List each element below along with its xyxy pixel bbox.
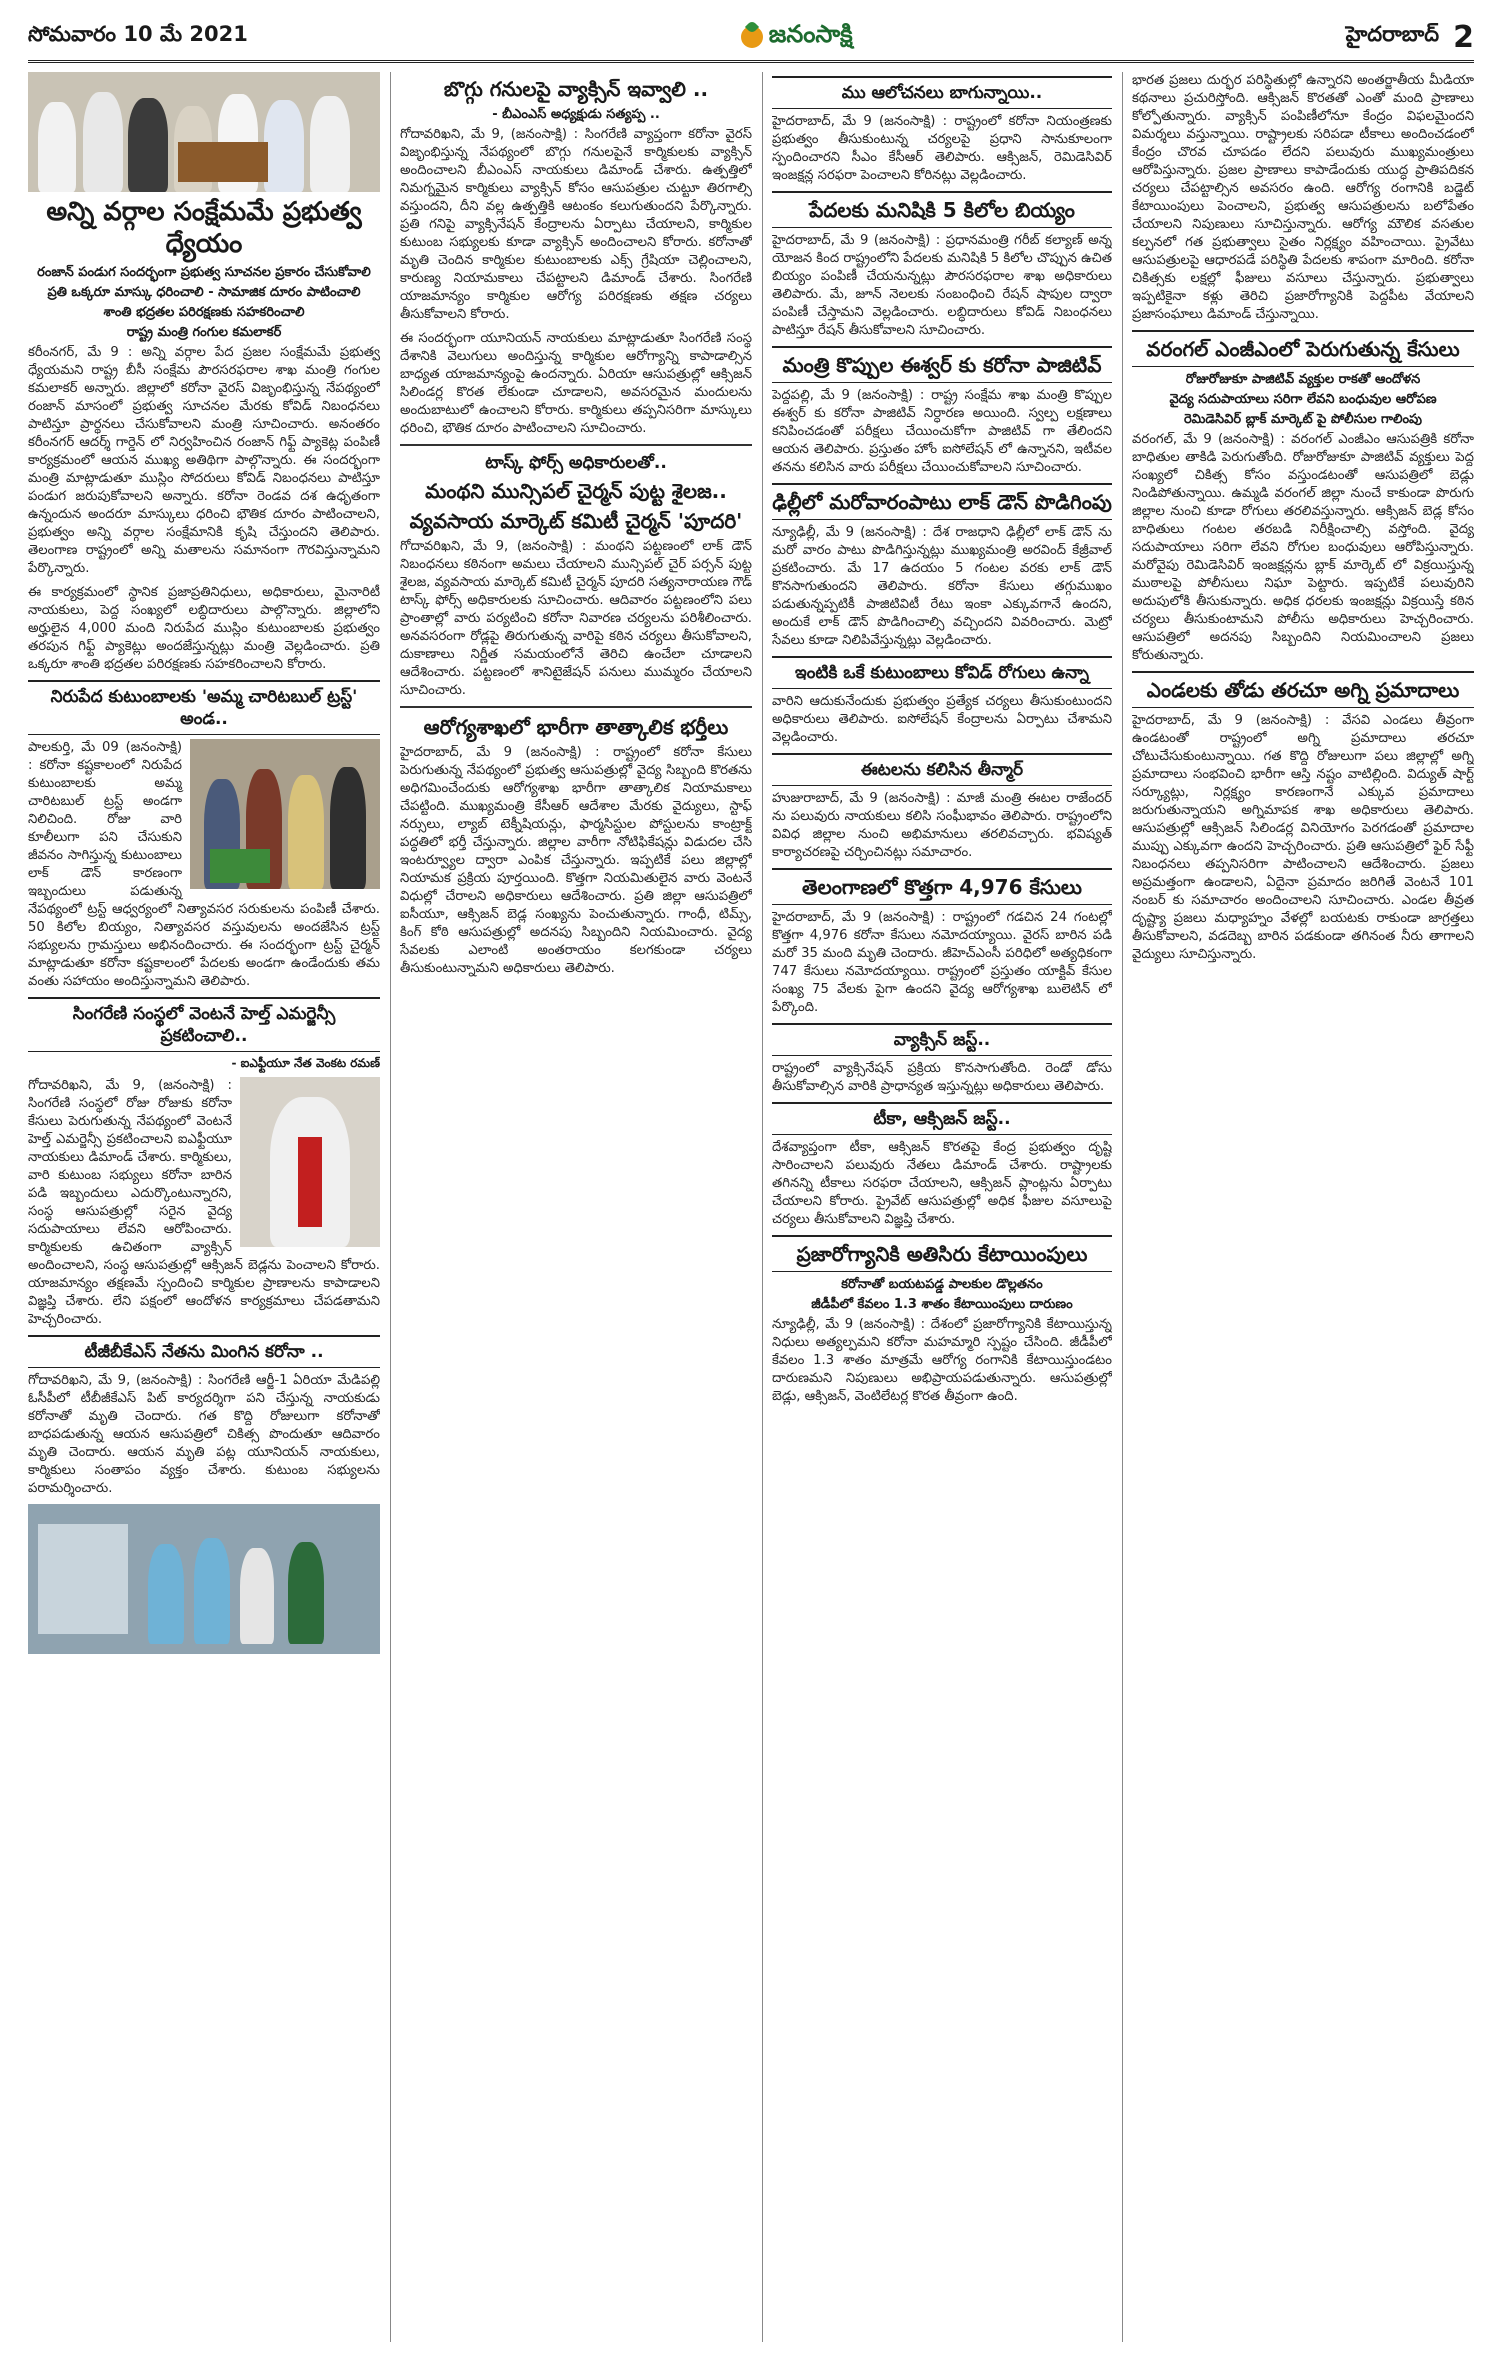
headline-oxygen: టీకా, ఆక్సిజన్ జస్ట్.. xyxy=(772,1102,1112,1135)
headline-covid-families: ఇంటికి ఒకే కుటుంబాలు కోవిడ్ రోగులు ఉన్నా xyxy=(772,656,1112,689)
column-2 xyxy=(400,72,752,2342)
headline-delhi-lockdown: ఢిల్లీలో మరోవారంపాటు లాక్ డౌన్ పొడిగింపు xyxy=(772,483,1112,520)
article-body: భారత ప్రజలు దుర్భర పరిస్థితుల్లో ఉన్నారని అంతర్జాతీయ మీడియా కథనాలు ప్రచురిస్తోంది. ఆక్సిజన్ కొరతతో ఎంతో మంది ప్రాణాలు కోల్పోతున్నారు. వ్యాక్సిన్ పంపిణీలోనూ కేంద్రం విఫలమైందని విమర్శలు వస్తున్నాయి. రాష్ట్రాలకు సరిపడా టీకాలు అందించడంలో కేంద్రం చొరవ చూపడం లేదని పలువురు ముఖ్యమంత్రులు ఆరోపిస్తున్నారు. ప్రజల ప్రాణాలు కాపాడేందుకు యుద్ధ ప్రాతిపదికన చర్యలు చేపట్టాల్సిన అవసరం ఉంది. ఆరోగ్య రంగానికి బడ్జెట్ కేటాయింపులు పెంచాలని, ప్రభుత్వ ఆసుపత్రులను బలోపేతం చేయాలని నిపుణులు సూచిస్తున్నారు. ఆరోగ్య మౌలిక వసతుల కల్పనలో గత ప్రభుత్వాలు సైతం నిర్లక్ష్యం వహించాయి. ప్రైవేటు ఆసుపత్రులపై ఆధారపడే పరిస్థితి పేదలకు శాపంగా మారింది. కరోనా చికిత్సకు లక్షల్లో ఫీజులు వసూలు చేస్తున్నారు. ప్రభుత్వాలు ఇప్పటికైనా కళ్లు తెరిచి ప్రజారోగ్యానికి పెద్దపీట వేయాలని ప్రజాసంఘాలు డిమాండ్ చేస్తున్నాయి. xyxy=(1132,73,1474,322)
brand-logo xyxy=(741,20,853,54)
subhead-bms: - బీఎంఎస్ అధ్యక్షుడు సత్యప్ప .. xyxy=(492,107,660,122)
article-body: న్యూఢిల్లీ, మే 9 (జనంసాక్షి) : దేశంలో ప్రజారోగ్యానికి కేటాయిస్తున్న నిధులు అత్యల్పమని కరోనా మహమ్మారి స్పష్టం చేసింది. జీడీపీలో కేవలం 1.3 శాతం మాత్రమే ఆరోగ్య రంగానికి కేటాయిస్తుండటం దారుణమని నిపుణులు అభిప్రాయపడుతున్నారు. ఆసుపత్రుల్లో బెడ్లు, ఆక్సిజన్, వెంటిలేటర్ల కొరత తీవ్రంగా ఉంది. xyxy=(772,1317,1112,1404)
subhead-1: రంజాన్ పండుగ సందర్భంగా ప్రభుత్వ సూచనల ప్రకారం చేసుకోవాలి xyxy=(37,265,371,280)
article-body: హుజురాబాద్, మే 9 (జనంసాక్షి) : మాజీ మంత్రి ఈటల రాజేందర్ ను పలువురు నాయకులు కలిసి సంఘీభావం తెలిపారు. రాష్ట్రంలోని వివిధ జిల్లాల నుంచి అభిమానులు తరలివచ్చారు. భవిష్యత్ కార్యాచరణపై చర్చించినట్లు సమాచారం. xyxy=(772,791,1112,860)
article-body: ఈ సందర్భంగా యూనియన్ నాయకులు మాట్లాడుతూ సింగరేణి సంస్థ దేశానికి వెలుగులు అందిస్తున్న కార్మికుల ఆరోగ్యాన్ని కాపాడాల్సిన బాధ్యత యాజమాన్యంపై ఉందన్నారు. ఏరియా ఆసుపత్రుల్లో ఆక్సిజన్ సిలిండర్ల కొరత లేకుండా చూడాలని, అవసరమైన మందులను అందుబాటులో ఉంచాలని కోరారు. కార్మికులు తప్పనిసరిగా మాస్కులు ధరించి, భౌతిక దూరం పాటించాలని సూచించారు. xyxy=(400,331,752,436)
headline-free-rice: పేదలకు మనిషికి 5 కిలోల బియ్యం xyxy=(772,191,1112,228)
issue-date: సోమవారం 10 మే 2021 xyxy=(28,22,248,46)
photo-union-leader xyxy=(240,1077,380,1247)
headline-mgm-cases: వరంగల్ ఎంజీఎంలో పెరుగుతున్న కేసులు xyxy=(1132,330,1474,367)
article-body: వరంగల్, మే 9 (జనంసాక్షి) : వరంగల్ ఎంజీఎం ఆసుపత్రికి కరోనా బాధితుల తాకిడి పెరుగుతోంది. రోజురోజుకూ పాజిటివ్ వ్యక్తులు పెద్ద సంఖ్యలో చికిత్స కోసం వస్తుండటంతో ఆసుపత్రిలో బెడ్లు నిండిపోతున్నాయి. ఉమ్మడి వరంగల్ జిల్లా నుంచే కాకుండా పొరుగు జిల్లాల నుంచి కూడా రోగులు తరలివస్తున్నారు. ఆక్సిజన్ బెడ్ల కోసం బాధితులు గంటల తరబడి నిరీక్షించాల్సి వస్తోంది. వైద్య సదుపాయాలు సరిగా లేవని రోగుల బంధువులు ఆరోపిస్తున్నారు. మరోవైపు రెమిడెసివిర్ ఇంజక్షన్లను బ్లాక్ మార్కెట్ లో విక్రయిస్తున్న ముఠాలపై పోలీసులు నిఘా పెట్టారు. ఇప్పటికే పలువురిని అదుపులోకి తీసుకున్నారు. అధిక ధరలకు ఇంజక్షన్లు విక్రయిస్తే కఠిన చర్యలు తీసుకుంటామని పోలీసు అధికారులు హెచ్చరించారు. ఆసుపత్రిలో అదనపు సిబ్బందిని నియమించాలని ప్రజలు కోరుతున్నారు. xyxy=(1132,432,1474,663)
headline-tbgks: టీజీబీకేఎస్ నేతను మింగిన కరోనా .. xyxy=(28,1335,380,1368)
column-divider xyxy=(1122,72,1123,2342)
headline-market-committee: వ్యవసాయ మార్కెట్ కమిటీ చైర్మన్ 'పూదరి' xyxy=(409,509,743,533)
column-3 xyxy=(772,72,1112,2342)
headline-task-force: టాస్క్ ఫోర్స్ అధికారులతో.. xyxy=(485,453,667,473)
subhead-3: రెమిడెసివిర్ బ్లాక్ మార్కెట్ పై పోలీసుల గాలింపు xyxy=(1183,412,1423,427)
article-body: గోదావరిఖని, మే 9, (జనంసాక్షి) : మంథని పట్టణంలో లాక్ డౌన్ నిబంధనలు కఠినంగా అమలు చేయాలని మున్సిపల్ చైర్ పర్సన్ పుట్ట శైలజ, వ్యవసాయ మార్కెట్ కమిటీ చైర్మన్ పూదరి సత్యనారాయణ గౌడ్ టాస్క్ ఫోర్స్ అధికారులకు సూచించారు. ఆదివారం పట్టణంలోని పలు ప్రాంతాల్లో వారు పర్యటించి కరోనా నివారణ చర్యలను పరిశీలించారు. అనవసరంగా రోడ్లపై తిరుగుతున్న వారిపై కఠిన చర్యలు తీసుకోవాలని, దుకాణాలు నిర్ణీత సమయంలోనే తెరిచి ఉంచేలా చూడాలని ఆదేశించారు. పట్టణంలో శానిటైజేషన్ పనులు ముమ్మరం చేయాలని సూచించారు. xyxy=(400,539,752,698)
column-divider xyxy=(390,72,391,2342)
subhead-2: జీడీపీలో కేవలం 1.3 శాతం కేటాయింపులు దారుణం xyxy=(811,1297,1073,1312)
article-body: వారిని ఆదుకునేందుకు ప్రభుత్వం ప్రత్యేక చర్యలు తీసుకుంటుందని అధికారులు తెలిపారు. ఐసోలేషన్ కేంద్రాలను ఏర్పాటు చేశామని వెల్లడించారు. xyxy=(772,694,1112,745)
article-body: న్యూఢిల్లీ, మే 9 (జనంసాక్షి) : దేశ రాజధాని ఢిల్లీలో లాక్ డౌన్ ను మరో వారం పాటు పొడిగిస్తున్నట్లు ముఖ్యమంత్రి అరవింద్ కేజ్రీవాల్ ప్రకటించారు. మే 17 ఉదయం 5 గంటల వరకు లాక్ డౌన్ కొనసాగుతుందని తెలిపారు. కరోనా కేసులు తగ్గుముఖం పడుతున్నప్పటికీ పాజిటివిటీ రేటు ఇంకా ఎక్కువగానే ఉందని, అందుకే లాక్ డౌన్ పొడిగించాల్సి వచ్చిందని వివరించారు. మెట్రో సేవలు కూడా నిలిపివేస్తున్నట్లు వెల్లడించారు. xyxy=(772,525,1112,648)
headline-vaccine-mines: బొగ్గు గనులపై వ్యాక్సిన్ ఇవ్వాలి .. xyxy=(443,77,709,101)
headline-health-recruitment: ఆరోగ్యశాఖలో భారీగా తాత్కాలిక భర్తీలు xyxy=(423,715,729,739)
article-body: గోదావరిఖని, మే 9, (జనంసాక్షి) : సింగరేణి సంస్థలో రోజు రోజుకు కరోనా కేసులు పెరుగుతున్న నేపథ్యంలో వెంటనే హెల్త్ ఎమర్జెన్సీ ప్రకటించాలని ఐఎఫ్టీయూ నాయకులు డిమాండ్ చేశారు. కార్మికులు, వారి కుటుంబ సభ్యులు కరోనా బారిన పడి ఇబ్బందులు ఎదుర్కొంటున్నారని, సంస్థ ఆసుపత్రుల్లో సరైన వైద్య సదుపాయాలు లేవని ఆరోపించారు. కార్మికులకు ఉచితంగా వ్యాక్సిన్ అందించాలని, సంస్థ ఆసుపత్రుల్లో ఆక్సిజన్ బెడ్లను పెంచాలని కోరారు. యాజమాన్యం తక్షణమే స్పందించి కార్మికుల ప్రాణాలను కాపాడాలని విజ్ఞప్తి చేశారు. లేని పక్షంలో ఆందోళన కార్యక్రమాలు చేపడతామని హెచ్చరించారు. xyxy=(28,1078,380,1327)
article-body: పాలకుర్తి, మే 09 (జనంసాక్షి) : కరోనా కష్టకాలంలో నిరుపేద కుటుంబాలకు అమ్మ చారిటబుల్ ట్రస్ట్ అండగా నిలిచింది. రోజు వారి కూలీలుగా పని చేసుకుని జీవనం సాగిస్తున్న కుటుంబాలు లాక్ డౌన్ కారణంగా ఇబ్బందులు పడుతున్న నేపథ్యంలో ట్రస్ట్ ఆధ్వర్యంలో నిత్యావసర సరుకులను పంపిణీ చేశారు. 50 కిలోల బియ్యం, నిత్యావసర వస్తువులను అందజేసిన ట్రస్ట్ సభ్యులను గ్రామస్తులు అభినందించారు. ఈ సందర్భంగా ట్రస్ట్ చైర్మన్ మాట్లాడుతూ కరోనా కష్టకాలంలో పేదలకు అండగా ఉండేందుకు తమ వంతు సహాయం అందిస్తున్నామని తెలిపారు. xyxy=(28,740,380,989)
edition-city: హైదరాబాద్ xyxy=(1345,22,1440,46)
article-body: హైదరాబాద్, మే 9 (జనంసాక్షి) : రాష్ట్రంలో కరోనా నియంత్రణకు ప్రభుత్వం తీసుకుంటున్న చర్యలపై ప్రధాని సానుకూలంగా స్పందించారని సీఎం కేసీఆర్ తెలిపారు. ఆక్సిజన్, రెమిడెసివిర్ ఇంజక్షన్ల సరఫరా పెంచాలని కోరినట్లు వెల్లడించారు. xyxy=(772,114,1112,183)
headline-eatala: ఈటలను కలిసిన తీన్మార్ xyxy=(772,753,1112,786)
article-body: రాష్ట్రంలో వ్యాక్సినేషన్ ప్రక్రియ కొనసాగుతోంది. రెండో డోసు తీసుకోవాల్సిన వారికి ప్రాధాన్యత ఇస్తున్నట్లు అధికారులు తెలిపారు. xyxy=(772,1061,1112,1094)
masthead-right xyxy=(1346,20,1474,55)
article-body: పెద్దపల్లి, మే 9 (జనంసాక్షి) : రాష్ట్ర సంక్షేమ శాఖ మంత్రి కొప్పుల ఈశ్వర్ కు కరోనా పాజిటివ్ నిర్ధారణ అయింది. స్వల్ప లక్షణాలు కనిపించడంతో పరీక్షలు చేయించుకోగా పాజిటివ్ గా తేలిందని ఆయన తెలిపారు. ప్రస్తుతం హోం ఐసోలేషన్ లో ఉన్నానని, ఇటీవల తనను కలిసిన వారు పరీక్షలు చేయించుకోవాలని సూచించారు. xyxy=(772,388,1112,475)
headline-new-cases: తెలంగాణలో కొత్తగా 4,976 కేసులు xyxy=(772,868,1112,905)
headline-charity: నిరుపేద కుటుంబాలకు 'అమ్మ చారిటబుల్ ట్రస్ట్' అండ.. xyxy=(28,680,380,735)
column-1 xyxy=(28,72,380,2342)
column-divider xyxy=(762,72,763,2342)
article-body: గోదావరిఖని, మే 9, (జనంసాక్షి) : సింగరేణి వ్యాప్తంగా కరోనా వైరస్ విజృంభిస్తున్న నేపథ్యంలో బొగ్గు గనులపైనే కార్మికులకు వ్యాక్సిన్ అందించాలని బీఎంఎస్ నాయకులు డిమాండ్ చేశారు. ఉత్పత్తిలో నిమగ్నమైన కార్మికులు వ్యాక్సిన్ కోసం ఆసుపత్రుల చుట్టూ తిరగాల్సి వస్తుందని, దీని వల్ల ఉత్పత్తికి ఆటంకం కలుగుతుందని పేర్కొన్నారు. ప్రతి గనిపై వ్యాక్సినేషన్ కేంద్రాలను ఏర్పాటు చేయాలని, కార్మికుల కుటుంబ సభ్యులకు కూడా వ్యాక్సిన్ అందించాలని కోరారు. కరోనాతో మృతి చెందిన కార్మికుల కుటుంబాలకు ఎక్స్ గ్రేషియా చెల్లించాలని, కారుణ్య నియామకాలు చేపట్టాలని డిమాండ్ చేశారు. సింగరేణి యాజమాన్యం కార్మికుల ఆరోగ్య పరిరక్షణకు తక్షణ చర్యలు తీసుకోవాలని కోరారు. xyxy=(400,127,752,322)
article-body: గోదావరిఖని, మే 9, (జనంసాక్షి) : సింగరేణి ఆర్జీ-1 ఏరియా మేడిపల్లి ఓసీపీలో టీబీజీకేఎస్ పిట్ కార్యదర్శిగా పని చేస్తున్న నాయకుడు కరోనాతో మృతి చెందారు. గత కొద్ది రోజులుగా కరోనాతో బాధపడుతున్న ఆయన ఆసుపత్రిలో చికిత్స పొందుతూ ఆదివారం మృతి చెందారు. ఆయన మృతి పట్ల యూనియన్ నాయకులు, కార్మికులు సంతాపం వ్యక్తం చేశారు. కుటుంబ సభ్యులను పరామర్శించారు. xyxy=(28,1373,380,1496)
article-body: హైదరాబాద్, మే 9 (జనంసాక్షి) : వేసవి ఎండలు తీవ్రంగా ఉండటంతో రాష్ట్రంలో అగ్ని ప్రమాదాలు తరచూ చోటుచేసుకుంటున్నాయి. గత కొద్ది రోజులుగా పలు జిల్లాల్లో అగ్ని ప్రమాదాలు సంభవించి భారీగా ఆస్తి నష్టం వాటిల్లింది. విద్యుత్ షార్ట్ సర్క్యూట్లు, నిర్లక్ష్యం కారణంగానే ఎక్కువ ప్రమాదాలు జరుగుతున్నాయని అగ్నిమాపక శాఖ అధికారులు తెలిపారు. ఆసుపత్రుల్లో ఆక్సిజన్ సిలిండర్ల వినియోగం పెరగడంతో ప్రమాదాల ముప్పు ఎక్కువగా ఉందని హెచ్చరించారు. ప్రతి ఆసుపత్రిలో ఫైర్ సేఫ్టీ నిబంధనలు తప్పనిసరిగా పాటించాలని ఆదేశించారు. ప్రజలు అప్రమత్తంగా ఉండాలని, ఏదైనా ప్రమాదం జరిగితే వెంటనే 101 నంబర్ కు సమాచారం అందించాలని సూచించారు. ఎండల తీవ్రత దృష్ట్యా ప్రజలు మధ్యాహ్నం వేళల్లో బయటకు రాకుండా జాగ్రత్తలు తీసుకోవాలని, వడదెబ్బ బారిన పడకుండా తగినంత నీరు తాగాలని వైద్యులు సూచిస్తున్నారు. xyxy=(1132,713,1474,962)
article-body: దేశవ్యాప్తంగా టీకా, ఆక్సిజన్ కొరతపై కేంద్ర ప్రభుత్వం దృష్టి సారించాలని పలువురు నేతలు డిమాండ్ చేశారు. రాష్ట్రాలకు తగినన్ని టీకాలు సరఫరా చేయాలని, ఆక్సిజన్ ప్లాంట్లను ఏర్పాటు చేయాలని కోరారు. ప్రైవేట్ ఆసుపత్రుల్లో అధిక ఫీజుల వసూలుపై చర్యలు తీసుకోవాలని విజ్ఞప్తి చేశారు. xyxy=(772,1140,1112,1227)
subhead-2: వైద్య సదుపాయాలు సరిగా లేవని బంధువుల ఆరోపణ xyxy=(1169,392,1437,407)
headline-vaccine-just: వ్యాక్సిన్ జస్ట్.. xyxy=(772,1023,1112,1056)
article-body: హైదరాబాద్, మే 9 (జనంసాక్షి) : రాష్ట్రంలో కరోనా కేసులు పెరుగుతున్న నేపథ్యంలో ప్రభుత్వ ఆసుపత్రుల్లో వైద్య సిబ్బంది కొరతను అధిగమించేందుకు ఆరోగ్యశాఖ భారీగా తాత్కాలిక నియామకాలు చేపట్టింది. ముఖ్యమంత్రి కేసీఆర్ ఆదేశాల మేరకు వైద్యులు, స్టాఫ్ నర్సులు, ల్యాబ్ టెక్నీషియన్లు, ఫార్మసిస్టుల పోస్టులను కాంట్రాక్ట్ పద్ధతిలో భర్తీ చేస్తున్నారు. జిల్లాల వారీగా నోటిఫికేషన్లు విడుదల చేసి ఇంటర్వ్యూల ద్వారా ఎంపిక చేస్తున్నారు. ఇప్పటికే పలు జిల్లాల్లో నియామక ప్రక్రియ పూర్తయింది. కొత్తగా నియమితులైన వారు వెంటనే విధుల్లో చేరాలని అధికారులు ఆదేశించారు. ప్రతి జిల్లా ఆసుపత్రిలో ఐసీయూ, ఆక్సిజన్ బెడ్ల సంఖ్యను పెంచుతున్నారు. గాంధీ, టిమ్స్, కింగ్ కోఠి ఆసుపత్రుల్లో అదనపు సిబ్బందిని నియమించారు. వైద్య సేవలకు ఎలాంటి అంతరాయం కలగకుండా చర్యలు తీసుకుంటున్నామని అధికారులు తెలిపారు. xyxy=(400,745,752,976)
subhead-2: ప్రతి ఒక్కరూ మాస్కు ధరించాలి - సామాజిక దూరం పాటించాలి xyxy=(47,285,361,300)
photo-sanitation xyxy=(28,1504,380,1654)
headline-fire-accidents: ఎండలకు తోడు తరచూ అగ్ని ప్రమాదాలు xyxy=(1132,671,1474,708)
article-body: హైదరాబాద్, మే 9 (జనంసాక్షి) : ప్రధానమంత్రి గరీబ్ కల్యాణ్ అన్న యోజన కింద రాష్ట్రంలోని పేదలకు మనిషికి 5 కిలోల చొప్పున ఉచిత బియ్యం పంపిణీ చేయనున్నట్లు పౌరసరఫరాల శాఖ అధికారులు తెలిపారు. మే, జూన్ నెలలకు సంబంధించి రేషన్ షాపుల ద్వారా పంపిణీ చేస్తామని వెల్లడించారు. లబ్ధిదారులు కోవిడ్ నిబంధనలు పాటిస్తూ రేషన్ తీసుకోవాలని సూచించారు. xyxy=(772,233,1112,338)
photo-gift-distribution xyxy=(28,72,380,192)
subhead-4: రాష్ట్ర మంత్రి గంగుల కమలాకర్ xyxy=(126,325,282,340)
headline-minister-positive: మంత్రి కొప్పుల ఈశ్వర్ కు కరోనా పాజిటివ్ xyxy=(772,346,1112,383)
headline-health-allocation: ప్రజారోగ్యానికి అతిసిరు కేటాయింపులు xyxy=(772,1235,1112,1272)
column-4 xyxy=(1132,72,1474,2342)
subhead-3: శాంతి భద్రతల పరిరక్షణకు సహకరించాలి xyxy=(103,305,305,320)
article-body: కరీంనగర్, మే 9 : అన్ని వర్గాల పేద ప్రజల సంక్షేమమే ప్రభుత్వ ధ్యేయమని రాష్ట్ర బీసీ సంక్షేమ పౌరసరఫరాల శాఖ మంత్రి గంగుల కమలాకర్ అన్నారు. జిల్లాలో కరోనా వైరస్ విజృంభిస్తున్న నేపథ్యంలో రంజాన్ మాసంలో ప్రభుత్వ సూచనల మేరకు కోవిడ్ నిబంధనలు పాటిస్తూ ప్రార్థనలు చేసుకోవాలని మంత్రి సూచించారు. అనంతరం కరీంనగర్ ఆదర్శ్ గార్డెన్ లో నిర్వహించిన రంజాన్ గిఫ్ట్ ప్యాకెట్ల పంపిణీ కార్యక్రమంలో ఆయన ముఖ్య అతిథిగా పాల్గొన్నారు. ఈ సందర్భంగా మంత్రి మాట్లాడుతూ ముస్లిం సోదరులు కోవిడ్ నిబంధనలు పాటిస్తూ పండుగ జరుపుకోవాలని అన్నారు. కరోనా రెండవ దశ ఉధృతంగా ఉన్నందున అందరూ మాస్కులు ధరించి భౌతిక దూరం పాటించాలని, ప్రభుత్వం అన్ని వర్గాల సంక్షేమానికి కృషి చేస్తుందని తెలిపారు. తెలంగాణ రాష్ట్రంలో అన్ని మతాలను సమానంగా గౌరవిస్తున్నామని పేర్కొన్నారు. xyxy=(28,345,380,576)
newspaper-page xyxy=(28,14,1474,2344)
headline-chairperson: మంథని మున్సిపల్ చైర్మన్ పుట్ట శైలజ.. xyxy=(425,479,727,503)
headline-welfare: అన్ని వర్గాల సంక్షేమమే ప్రభుత్వ ధ్యేయం xyxy=(46,197,362,259)
article-body: హైదరాబాద్, మే 9 (జనంసాక్షి) : రాష్ట్రంలో గడచిన 24 గంటల్లో కొత్తగా 4,976 కరోనా కేసులు నమోదయ్యాయి. వైరస్ బారిన పడి మరో 35 మంది మృతి చెందారు. జీహెచ్ఎంసీ పరిధిలో అత్యధికంగా 747 కేసులు నమోదయ్యాయి. రాష్ట్రంలో ప్రస్తుతం యాక్టివ్ కేసుల సంఖ్య 75 వేలకు పైగా ఉందని వైద్య ఆరోగ్యశాఖ బులెటిన్ లో పేర్కొంది. xyxy=(772,910,1112,1015)
headline-singareni: సింగరేణి సంస్థలో వెంటనే హెల్త్ ఎమర్జెన్సీ ప్రకటించాలి.. xyxy=(28,997,380,1052)
leaf-icon xyxy=(741,26,763,48)
byline: - ఐఎఫ్టీయూ నేత వెంకట రమణ్ xyxy=(231,1056,380,1070)
headline-ideas: ము ఆలోచనలు బాగున్నాయి.. xyxy=(772,76,1112,109)
brand-name: జనంసాక్షి xyxy=(768,20,853,48)
subhead-1: రోజురోజుకూ పాజిటివ్ వ్యక్తుల రాకతో ఆందోళన xyxy=(1185,372,1421,387)
masthead xyxy=(28,14,1474,63)
photo-charity xyxy=(190,739,380,889)
article-body: ఈ కార్యక్రమంలో స్థానిక ప్రజాప్రతినిధులు, అధికారులు, మైనారిటీ నాయకులు, పెద్ద సంఖ్యలో లబ్ధిదారులు పాల్గొన్నారు. జిల్లాలోని అర్హులైన 4,000 మంది నిరుపేద ముస్లిం కుటుంబాలకు ప్రభుత్వం తరపున గిఫ్ట్ ప్యాకెట్లు అందజేస్తున్నట్లు మంత్రి వెల్లడించారు. ప్రతి ఒక్కరూ శాంతి భద్రతల పరిరక్షణకు సహకరించాలని కోరారు. xyxy=(28,585,380,672)
subhead-1: కరోనాతో బయటపడ్డ పాలకుల డొల్లతనం xyxy=(841,1277,1043,1292)
page-number: 2 xyxy=(1453,19,1474,55)
